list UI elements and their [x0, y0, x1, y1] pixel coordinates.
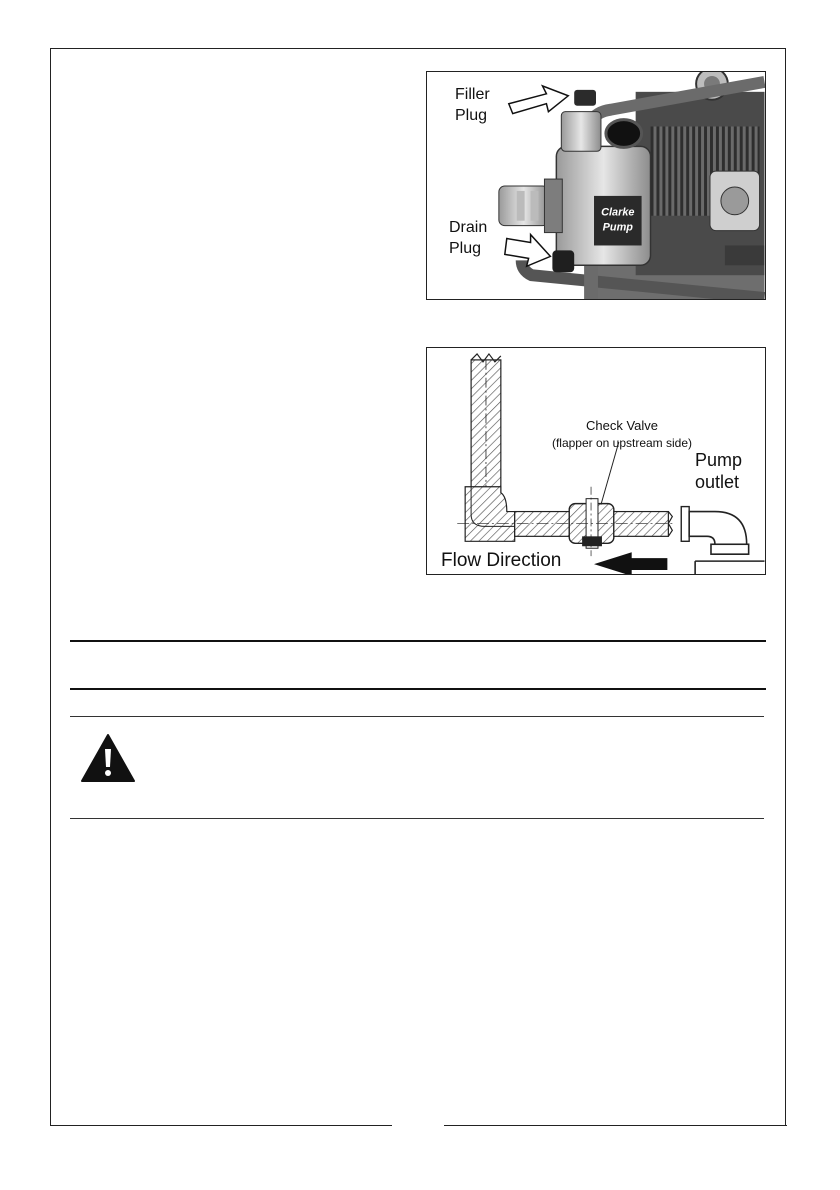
- check-valve-label: Check Valve: [585, 418, 658, 433]
- pump-outlet-label-line2: outlet: [695, 472, 740, 492]
- drain-label-line1: Drain: [449, 219, 488, 236]
- pump-outlet-label-line1: Pump: [695, 450, 743, 470]
- brand-plate-subtext: Pump: [602, 221, 633, 234]
- flow-direction-arrow-icon: [594, 552, 667, 574]
- footer-rule-right: [444, 1125, 787, 1126]
- brand-plate-text: Clarke: [601, 206, 635, 219]
- warning-box-bottom-rule: [70, 818, 764, 819]
- filler-label-line1: Filler: [455, 86, 490, 103]
- footer-rule-left: [50, 1125, 392, 1126]
- warning-box-top-rule: [70, 716, 764, 717]
- check-valve-sublabel: (flapper on upstream side): [551, 436, 693, 450]
- warning-triangle-icon: [80, 733, 136, 783]
- check-valve-figure: [426, 347, 766, 575]
- section-rule-top: [70, 640, 766, 642]
- filler-label-line2: Plug: [455, 107, 488, 124]
- section-rule-bottom: [70, 688, 766, 690]
- pump-photo-figure: [426, 71, 766, 300]
- flow-direction-label: Flow Direction: [441, 550, 562, 571]
- drain-label-line2: Plug: [449, 240, 482, 257]
